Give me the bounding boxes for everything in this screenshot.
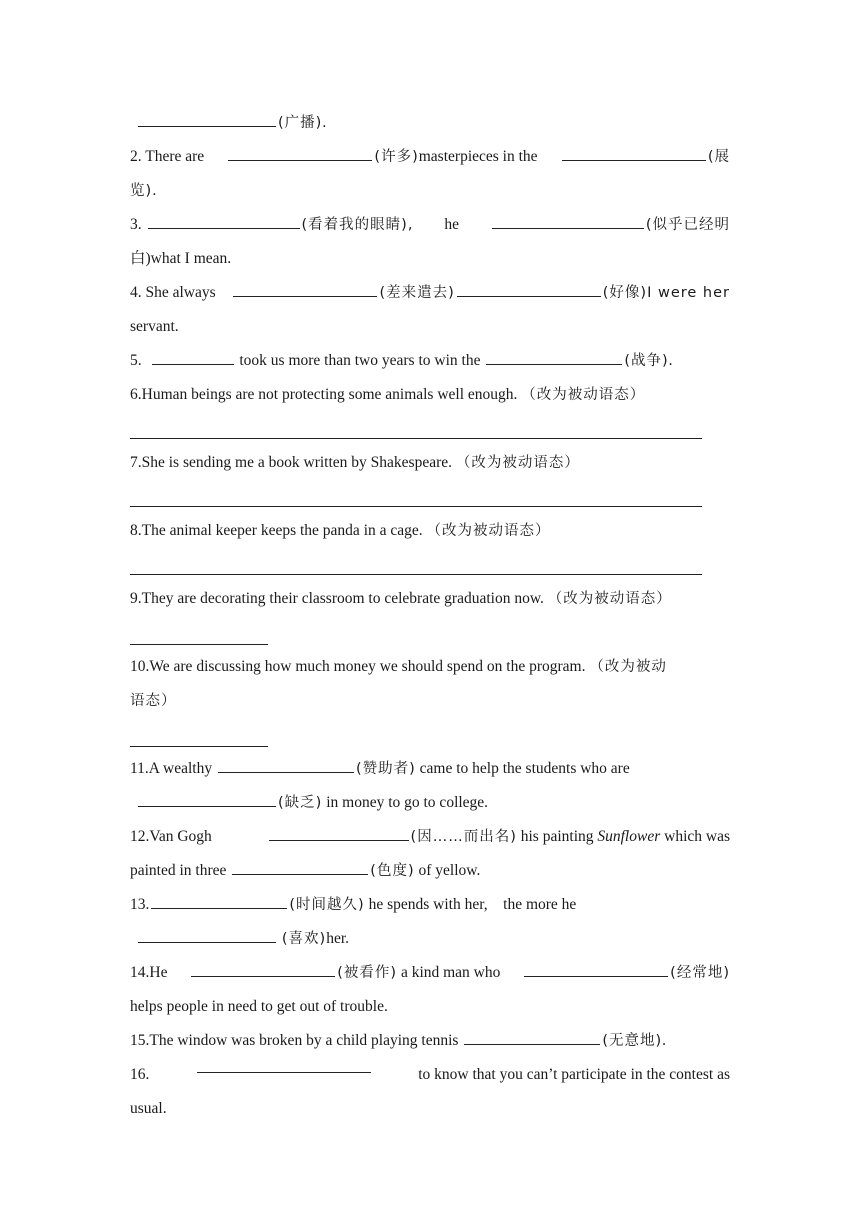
q14-line1: [130, 956, 730, 990]
q6-line: [130, 378, 730, 412]
text: in money to go to college.: [326, 794, 489, 811]
text: 11.A wealthy: [130, 760, 213, 777]
text: which was: [664, 828, 730, 845]
q16-line2: [130, 1092, 730, 1126]
hint: (战争): [624, 353, 669, 369]
q12-line1: [130, 820, 730, 854]
text: 6.Human beings are not protecting some animals well enough.: [130, 386, 518, 403]
hint: (无意地): [602, 1033, 663, 1049]
text: 7.She is sending me a book written by Shakespeare.: [130, 454, 452, 471]
q12-line2: [130, 854, 730, 888]
hint: (经常地): [670, 965, 730, 981]
q2-line1: [130, 140, 730, 174]
text: 白)what I mean.: [130, 250, 232, 267]
answer-blank[interactable]: [148, 214, 300, 229]
text: 14.He: [130, 964, 168, 981]
q14-line2: [130, 990, 730, 1024]
text: 3.: [130, 216, 142, 233]
answer-blank[interactable]: [562, 146, 706, 161]
q11-line1: [130, 752, 730, 786]
text: her.: [326, 930, 350, 947]
text: he: [444, 216, 459, 233]
worksheet: [130, 106, 730, 1126]
q10-line1: [130, 650, 730, 684]
text: came to help the students who are: [419, 760, 630, 777]
hint: (喜欢): [281, 931, 327, 947]
text: his painting: [520, 828, 594, 845]
text: to know that you can’t participate in the contest as: [418, 1066, 730, 1083]
hint: （改为被动语态）: [521, 387, 646, 403]
q15-line: [130, 1024, 730, 1058]
q11-line2: [130, 786, 730, 820]
hint: (赞助者): [355, 761, 416, 777]
answer-line[interactable]: [130, 480, 730, 514]
text: 2. There are: [130, 148, 205, 165]
hint: (差来遣去): [379, 285, 455, 301]
answer-blank[interactable]: [197, 1058, 371, 1073]
text: .: [668, 352, 673, 369]
hint: (看着我的眼睛),: [301, 217, 414, 233]
hint: (被看作): [337, 965, 398, 981]
hint: (似乎已经明: [645, 217, 730, 233]
hint: （改为被动语态）: [547, 591, 672, 607]
answer-blank[interactable]: [152, 350, 234, 365]
answer-blank[interactable]: [492, 214, 644, 229]
hint: (因……而出名): [410, 829, 517, 845]
answer-line[interactable]: [130, 548, 730, 582]
text: usual.: [130, 1100, 167, 1117]
q13-line1: [130, 888, 730, 922]
hint: (缺乏): [278, 795, 323, 811]
answer-blank[interactable]: [151, 894, 287, 909]
answer-line[interactable]: [130, 718, 730, 752]
text: 9.They are decorating their classroom to celebrate graduation now.: [130, 590, 544, 607]
q8-line: [130, 514, 730, 548]
answer-blank[interactable]: [138, 792, 276, 807]
answer-blank[interactable]: [228, 146, 372, 161]
answer-blank[interactable]: [232, 860, 368, 875]
hint: 览).: [130, 183, 158, 199]
answer-blank[interactable]: [191, 962, 335, 977]
hint: (许多): [374, 149, 419, 165]
text: 13.: [130, 896, 150, 913]
text: 16.: [130, 1066, 150, 1083]
text: masterpieces in the: [418, 148, 538, 165]
text: 8.The animal keeper keeps the panda in a cage.: [130, 522, 423, 539]
q16-line1: [130, 1058, 730, 1092]
answer-blank[interactable]: [524, 962, 668, 977]
hint: (展: [707, 149, 730, 165]
text: 5.: [130, 352, 142, 369]
text: 10.We are discussing how much money we should spend on the program.: [130, 658, 586, 675]
text: 12.Van Gogh: [130, 828, 212, 845]
answer-line[interactable]: [130, 616, 730, 650]
hint: （改为被动语态）: [455, 455, 580, 471]
answer-blank[interactable]: [464, 1030, 600, 1045]
text: .: [662, 1032, 667, 1049]
text: the more he: [503, 896, 577, 913]
answer-blank[interactable]: [486, 350, 622, 365]
text: a kind man who: [400, 964, 501, 981]
answer-blank[interactable]: [138, 928, 276, 943]
q1-tail: [130, 106, 730, 140]
answer-line[interactable]: [130, 412, 730, 446]
q7-line: [130, 446, 730, 480]
text: .: [322, 114, 327, 131]
text: painted in three: [130, 862, 227, 879]
hint: 语态）: [130, 693, 177, 709]
hint: (广播): [278, 115, 323, 131]
q3-line2: [130, 242, 730, 276]
answer-blank[interactable]: [457, 282, 601, 297]
painting-title: Sunflower: [597, 828, 661, 845]
q4-line2: [130, 310, 730, 344]
hint: (好像)I were her: [602, 285, 730, 301]
text: servant.: [130, 318, 179, 335]
q5-line: [130, 344, 730, 378]
hint: (时间越久): [289, 897, 365, 913]
q9-line: [130, 582, 730, 616]
q13-line2: [130, 922, 730, 956]
q10-line2: [130, 684, 730, 718]
answer-blank[interactable]: [218, 758, 354, 773]
hint: (色度): [370, 863, 415, 879]
answer-blank[interactable]: [269, 826, 409, 841]
text: 4. She always: [130, 284, 216, 301]
text: 15.The window was broken by a child playing tennis: [130, 1032, 459, 1049]
text: took us more than two years to win the: [239, 352, 481, 369]
q2-line2: [130, 174, 730, 208]
answer-blank[interactable]: [233, 282, 377, 297]
hint: （改为被动语态）: [426, 523, 551, 539]
text: helps people in need to get out of trouble.: [130, 998, 388, 1015]
hint: （改为被动: [589, 659, 667, 675]
q3-line1: [130, 208, 730, 242]
text: of yellow.: [418, 862, 481, 879]
q4-line1: [130, 276, 730, 310]
text: he spends with her,: [368, 896, 488, 913]
answer-blank[interactable]: [138, 112, 276, 127]
